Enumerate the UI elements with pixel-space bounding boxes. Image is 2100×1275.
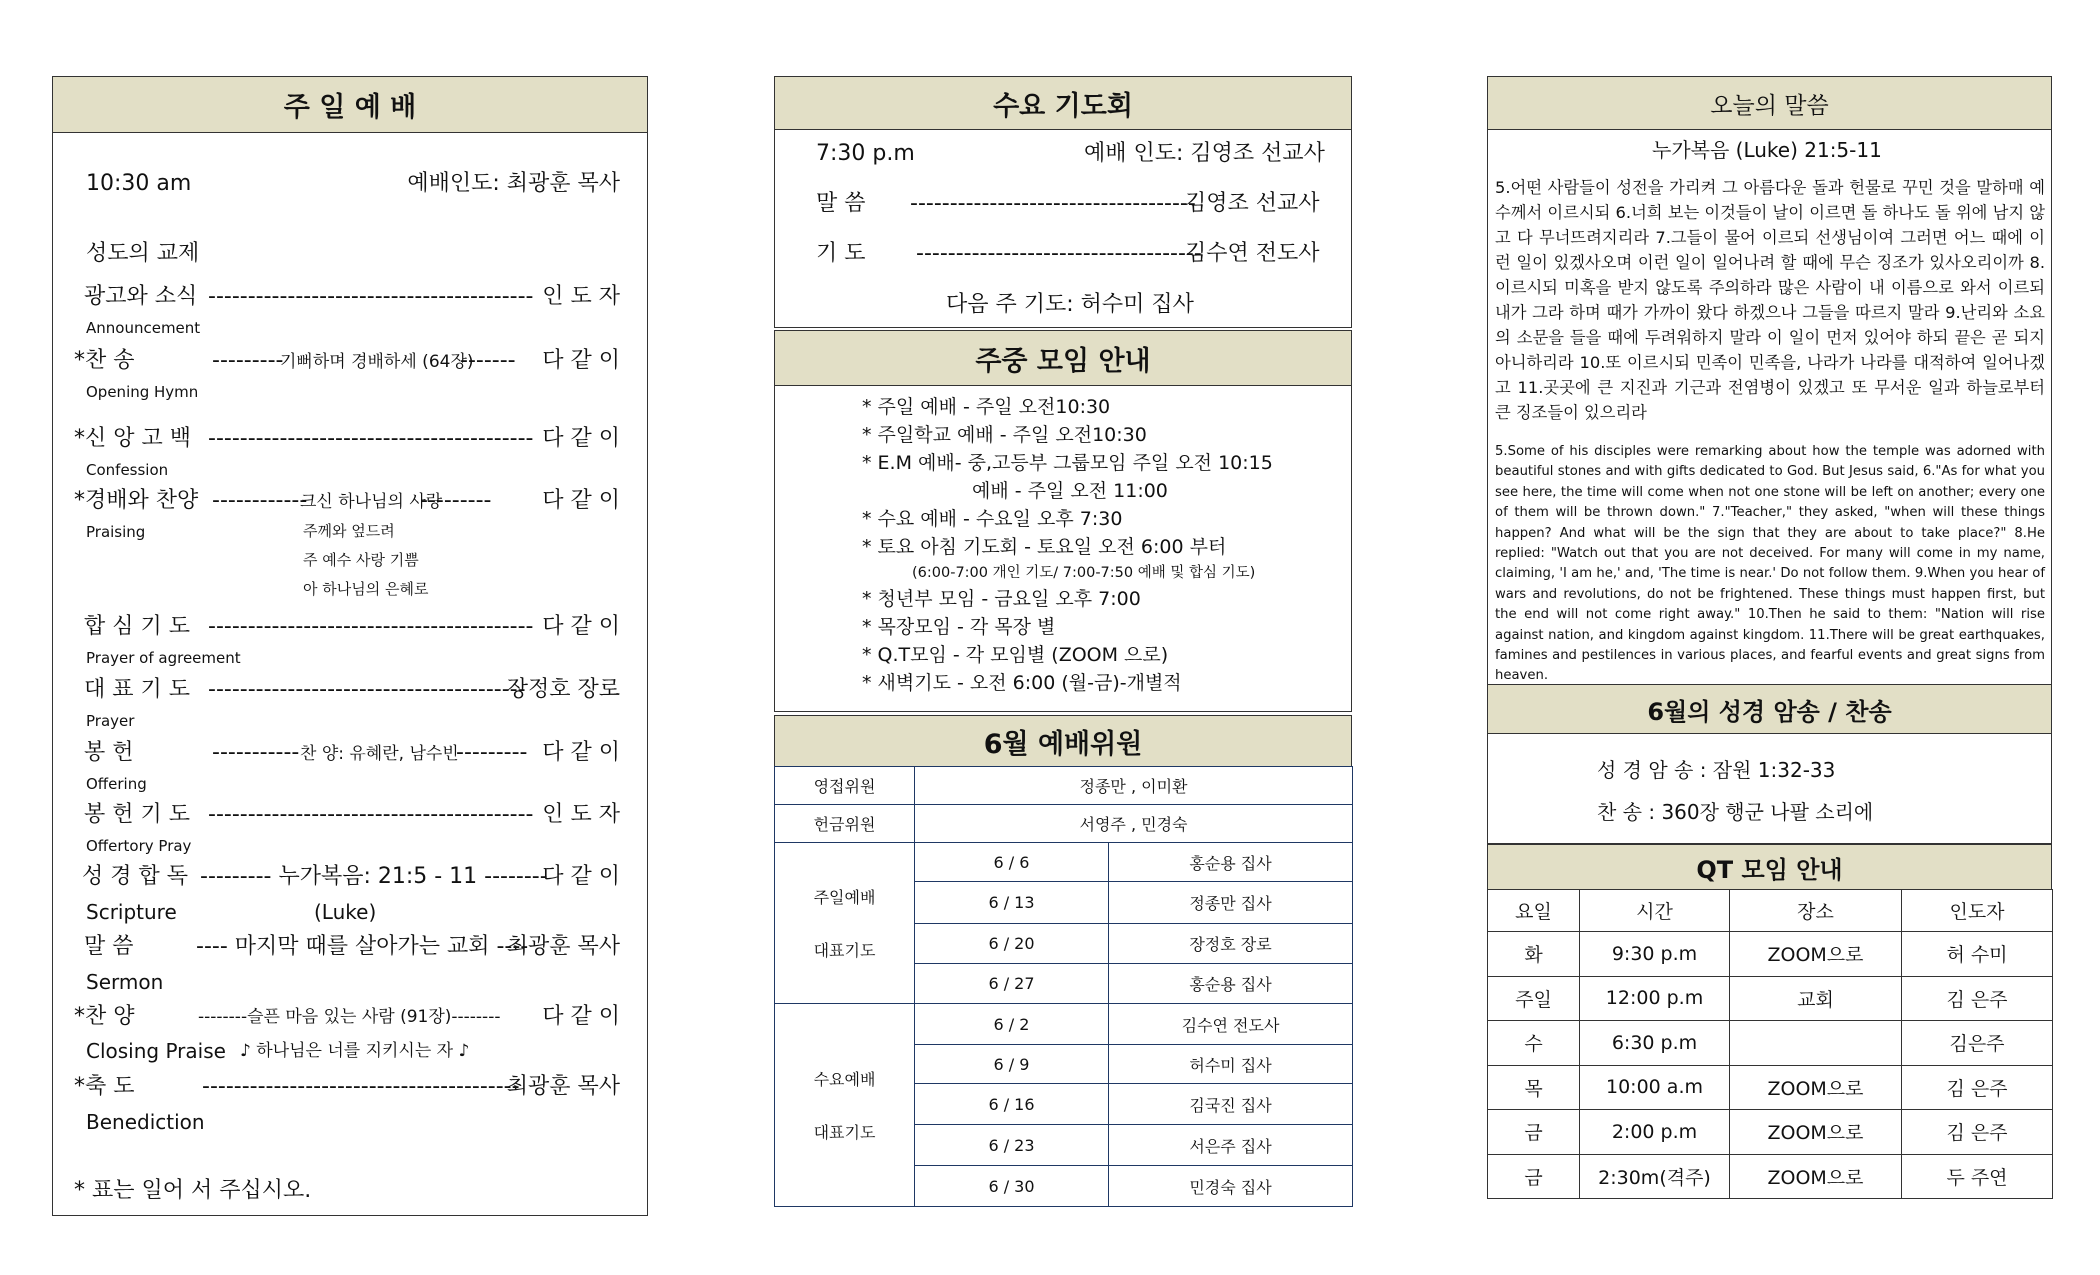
closing-leader: 다 같 이 — [542, 1004, 620, 1029]
wednesday-prayer-date: 6 / 23 — [915, 1125, 1109, 1166]
worship-item-english: Prayer of agreement — [86, 649, 241, 667]
worship-item-label: 광고와 소식 — [84, 284, 198, 309]
qt-cell: 김 은주 — [1902, 1110, 2053, 1155]
benediction-english: Benediction — [86, 1110, 205, 1134]
wednesday-prayer-dashes: ------------------------------------ — [916, 241, 1202, 266]
next-week-prayer: 다음 주 기도: 허수미 집사 — [946, 292, 1194, 317]
offering-label: 헌금위원 — [775, 805, 915, 843]
weekly-meeting-item: * 새벽기도 - 오전 6:00 (월-금)-개별적 — [862, 672, 1182, 694]
qt-cell: 두 주연 — [1902, 1154, 2053, 1199]
qt-cell: 화 — [1488, 932, 1580, 977]
benediction-leader: 최광훈 목사 — [506, 1074, 620, 1099]
weekly-meeting-item: * 주일 예배 - 주일 오전10:30 — [862, 396, 1111, 418]
wednesday-prayer-label: 기 도 — [816, 241, 866, 266]
weekly-meetings-title: 주중 모임 안내 — [774, 330, 1352, 386]
worship-item-dashes: ----------------------------------------- — [208, 426, 534, 451]
scripture-korean: 5.어떤 사람들이 성전을 가리켜 그 아름다운 돌과 헌물로 꾸민 것을 말하매 예수께서 이르시되 6.너희 보는 이것들이 날이 이르면 돌 하나도 돌 위에 남지 않고 다 무너뜨려지리라 7.그들이 물어 이르되 선생님이여 그러면 어느 때에 이런 일이 있겠사오며 이런 일이 일어나려 할 때에 무슨 징조가 있사오리이까 8.이르시되 미혹을 받지 않도록 주의하라 많은 사람이 내 이름으로 와서 이르되 내가 그라 하며 때가 가까이 왔다 하겠으나 그들을 따르지 말라 9.난리와 소요의 소문을 들을 때에 두려워하지 말라 이 일이 먼저 있어야 하되 끝은 곧 되지 아니하리라 10.또 이르시되 민족이 민족을, 나라가 나라를 대적하여 일어나겠고 11.곳곳에 큰 지진과 기근과 전염병이 있겠고 또 무서운 일과 하늘로부터 큰 징조들이 있으리라 — [1495, 178, 2045, 422]
qt-header-cell: 장소 — [1730, 890, 1902, 932]
sunday-prayer-label — [775, 843, 915, 1004]
weekly-meeting-item: * 청년부 모임 - 금요일 오후 7:00 — [862, 588, 1141, 610]
qt-cell: 김 은주 — [1902, 1065, 2053, 1110]
worship-item-dashes: ---------------------------------------- — [208, 677, 526, 702]
sunday-prayer-label-1: 주일예배 — [813, 888, 876, 907]
worship-item-english: Opening Hymn — [86, 383, 199, 401]
worship-item-leader: 인 도 자 — [542, 802, 620, 827]
worship-item-dashes: --------- — [212, 348, 284, 373]
wednesday-prayer-date: 6 / 2 — [915, 1004, 1109, 1045]
worship-item-english: Announcement — [86, 319, 201, 337]
fellowship-heading: 성도의 교제 — [86, 241, 200, 266]
worship-item-label: *찬 송 — [74, 348, 135, 373]
qt-cell: 금 — [1488, 1110, 1580, 1155]
sunday-leader: 예배인도: 최광훈 목사 — [407, 171, 620, 196]
qt-cell: 10:00 a.m — [1580, 1065, 1730, 1110]
officers-title: 6월 예배위원 — [774, 715, 1352, 767]
worship-item-leader: 다 같 이 — [542, 614, 620, 639]
sunday-prayer-label-2: 대표기도 — [813, 941, 876, 960]
closing-song: ♪ 하나님은 너를 지키시는 자 ♪ — [240, 1041, 470, 1061]
worship-item-dashes: ----------------------------------------- — [208, 614, 534, 639]
benediction-dashes: ---------------------------------------- — [202, 1074, 520, 1099]
sunday-prayer-date: 6 / 6 — [915, 843, 1109, 882]
offering-names: 서영주 , 민경숙 — [915, 805, 1353, 843]
scripture-label: 성 경 합 독 — [82, 864, 188, 889]
greeters-label: 영접위원 — [775, 767, 915, 805]
wednesday-sermon-label: 말 씀 — [816, 191, 866, 216]
standing-note: * 표는 일어 서 주십시오. — [74, 1178, 312, 1203]
worship-item-leader: 장정호 장로 — [506, 677, 620, 702]
qt-cell: ZOOM으로 — [1730, 1154, 1902, 1199]
worship-item-leader: 다 같 이 — [542, 426, 620, 451]
praising-song-1: 주께와 엎드려 — [303, 522, 395, 540]
worship-item-label: *신 앙 고 백 — [74, 426, 191, 451]
scripture-luke: (Luke) — [314, 900, 377, 924]
qt-cell: 금 — [1488, 1154, 1580, 1199]
worship-item-leader: 인 도 자 — [542, 284, 620, 309]
todays-word-title: 오늘의 말씀 — [1487, 76, 2052, 130]
worship-item-label: 봉 헌 기 도 — [84, 802, 190, 827]
qt-table — [1487, 889, 2053, 1199]
memory-hymn: 찬 송 : 360장 행군 나팔 소리에 — [1597, 800, 1874, 824]
wednesday-sermon-dashes: ------------------------------------ — [910, 191, 1196, 216]
wednesday-prayer-name: 민경숙 집사 — [1109, 1166, 1353, 1207]
qt-cell: ZOOM으로 — [1730, 1110, 1902, 1155]
benediction-label: *축 도 — [74, 1074, 135, 1099]
qt-cell: 2:30m(격주) — [1580, 1154, 1730, 1199]
wednesday-prayer-label — [775, 1004, 915, 1207]
worship-item-english: Offering — [86, 775, 147, 793]
worship-item-detail: 찬 양: 유혜란, 남수빈 — [300, 744, 459, 764]
worship-item-label: 대 표 기 도 — [84, 677, 190, 702]
weekly-meeting-item: (6:00-7:00 개인 기도/ 7:00-7:50 예배 및 합심 기도) — [912, 565, 1256, 581]
scripture-reference: 누가복음 (Luke) 21:5-11 — [1652, 138, 1882, 162]
wednesday-prayer-label-2: 대표기도 — [813, 1123, 876, 1142]
worship-item-detail: 기뻐하며 경배하세 (64장) — [280, 352, 474, 372]
closing-hymn: --------슬픈 마음 있는 사람 (91장)-------- — [198, 1007, 501, 1027]
worship-item-leader: 다 같 이 — [542, 740, 620, 765]
qt-cell: 주일 — [1488, 976, 1580, 1021]
sunday-prayer-name: 장정호 장로 — [1109, 924, 1353, 964]
sunday-prayer-date: 6 / 13 — [915, 882, 1109, 924]
qt-cell: 9:30 p.m — [1580, 932, 1730, 977]
qt-header-cell: 시간 — [1580, 890, 1730, 932]
worship-item-dashes-2: ------- — [460, 348, 516, 373]
sermon-preacher: 최광훈 목사 — [506, 934, 620, 959]
qt-cell: 수 — [1488, 1021, 1580, 1066]
qt-cell: 허 수미 — [1902, 932, 2053, 977]
praising-song-3: 아 하나님의 은혜로 — [303, 580, 429, 598]
qt-header-cell: 요일 — [1488, 890, 1580, 932]
qt-title: QT 모임 안내 — [1487, 844, 2052, 890]
wednesday-prayer-name: 허수미 집사 — [1109, 1045, 1353, 1084]
scripture-english: Scripture — [86, 900, 177, 924]
qt-cell: 교회 — [1730, 976, 1902, 1021]
weekly-meeting-item: * Q.T모임 - 각 모임별 (ZOOM 으로) — [862, 644, 1169, 666]
worship-item-english: Praising — [86, 523, 146, 541]
worship-item-label: 합 심 기 도 — [84, 614, 190, 639]
worship-item-dashes-2: --------- — [456, 740, 528, 765]
qt-cell: 6:30 p.m — [1580, 1021, 1730, 1066]
worship-item-english: Offertory Pray — [86, 837, 192, 855]
worship-item-dashes: ----------------------------------------- — [208, 284, 534, 309]
sunday-prayer-date: 6 / 20 — [915, 924, 1109, 964]
weekly-meeting-item: * 목장모임 - 각 목장 별 — [862, 616, 1056, 638]
sunday-service-title: 주 일 예 배 — [52, 76, 648, 133]
sunday-prayer-date: 6 / 27 — [915, 964, 1109, 1004]
weekly-meeting-item: 예배 - 주일 오전 11:00 — [972, 480, 1168, 502]
memory-verse: 성 경 암 송 : 잠원 1:32-33 — [1597, 758, 1836, 782]
closing-label: *찬 양 — [74, 1004, 135, 1029]
wednesday-leader: 예배 인도: 김영조 선교사 — [1084, 141, 1325, 166]
wednesday-time: 7:30 p.m — [816, 141, 915, 166]
worship-item-label: *경배와 찬양 — [74, 488, 199, 513]
qt-cell: ZOOM으로 — [1730, 932, 1902, 977]
qt-cell: 목 — [1488, 1065, 1580, 1110]
qt-cell: 김 은주 — [1902, 976, 2053, 1021]
qt-cell: ZOOM으로 — [1730, 1065, 1902, 1110]
greeters-names: 정종만 , 이미환 — [915, 767, 1353, 805]
wednesday-sermon-speaker: 김영조 선교사 — [1185, 191, 1320, 216]
sunday-prayer-name: 홍순용 집사 — [1109, 964, 1353, 1004]
qt-header-cell: 인도자 — [1902, 890, 2053, 932]
worship-item-english: Confession — [86, 461, 169, 479]
wednesday-prayer-label-1: 수요예배 — [813, 1070, 876, 1089]
sermon-title: ---- 마지막 때를 살아가는 교회 ---- — [196, 934, 529, 959]
worship-item-leader: 다 같 이 — [542, 488, 620, 513]
wednesday-prayer-date: 6 / 30 — [915, 1166, 1109, 1207]
sermon-english: Sermon — [86, 970, 164, 994]
officers-table — [774, 766, 1353, 1207]
wednesday-prayer-name: 김수연 전도사 — [1109, 1004, 1353, 1045]
weekly-meeting-item: * E.M 예배- 중,고등부 그룹모임 주일 오전 10:15 — [862, 452, 1273, 474]
worship-item-dashes: ----------------------------------------- — [208, 802, 534, 827]
scripture-english-text: 5.Some of his disciples were remarking about how the temple was adorned with beautiful stones and with gifts dedicated to God. But Jesus said, 6."As for what you see here, the time will come when not one stone will be left on another; every one of them will be thrown down." 7."Teacher," they asked, "when will these things happen? And what will be the sign that they are about to take place?" 8.He replied: "Watch out that you are not deceived. For many will come in my name, claiming, 'I am he,' and, 'The time is near.' Do not follow them. 9.When you hear of wars and revolutions, do not be frightened. These things must happen first, but the end will not come right away." 10.Then he said to them: "Nation will rise against nation, and kingdom against kingdom. 11.There will be great earthquakes, famines and pestilences in various places, and fearful events and great signs from heaven. — [1495, 444, 2045, 684]
scripture-leader: 다 같 이 — [542, 864, 620, 889]
wednesday-prayer-speaker: 김수연 전도사 — [1185, 241, 1320, 266]
wednesday-prayer-date: 6 / 9 — [915, 1045, 1109, 1084]
weekly-meeting-item: * 수요 예배 - 수요일 오후 7:30 — [862, 508, 1123, 530]
sunday-prayer-name: 정종만 집사 — [1109, 882, 1353, 924]
worship-item-leader: 다 같 이 — [542, 348, 620, 373]
worship-item-dashes: ----------- — [212, 740, 300, 765]
worship-item-english: Prayer — [86, 712, 135, 730]
qt-cell: 12:00 p.m — [1580, 976, 1730, 1021]
memory-title: 6월의 성경 암송 / 찬송 — [1487, 684, 2052, 734]
worship-item-label: 봉 헌 — [84, 740, 134, 765]
sunday-prayer-name: 홍순용 집사 — [1109, 843, 1353, 882]
wednesday-title: 수요 기도회 — [774, 76, 1352, 130]
sunday-time: 10:30 am — [86, 171, 192, 196]
closing-english: Closing Praise — [86, 1039, 226, 1063]
qt-cell: 2:00 p.m — [1580, 1110, 1730, 1155]
weekly-meeting-item: * 주일학교 예배 - 주일 오전10:30 — [862, 424, 1147, 446]
wednesday-prayer-date: 6 / 16 — [915, 1084, 1109, 1125]
weekly-meeting-item: * 토요 아침 기도회 - 토요일 오전 6:00 부터 — [862, 536, 1227, 558]
wednesday-prayer-name: 김국진 집사 — [1109, 1084, 1353, 1125]
worship-item-detail: 크신 하나님의 사랑 — [300, 492, 443, 512]
sermon-label: 말 씀 — [84, 934, 134, 959]
qt-cell — [1730, 1021, 1902, 1066]
worship-item-dashes: ------------ — [212, 488, 308, 513]
worship-item-dashes-2: --------- — [420, 488, 492, 513]
qt-cell: 김은주 — [1902, 1021, 2053, 1066]
wednesday-prayer-name: 서은주 집사 — [1109, 1125, 1353, 1166]
scripture-reading: --------- 누가복음: 21:5 - 11 -------- — [200, 864, 548, 889]
praising-song-2: 주 예수 사랑 기쁨 — [303, 551, 419, 569]
